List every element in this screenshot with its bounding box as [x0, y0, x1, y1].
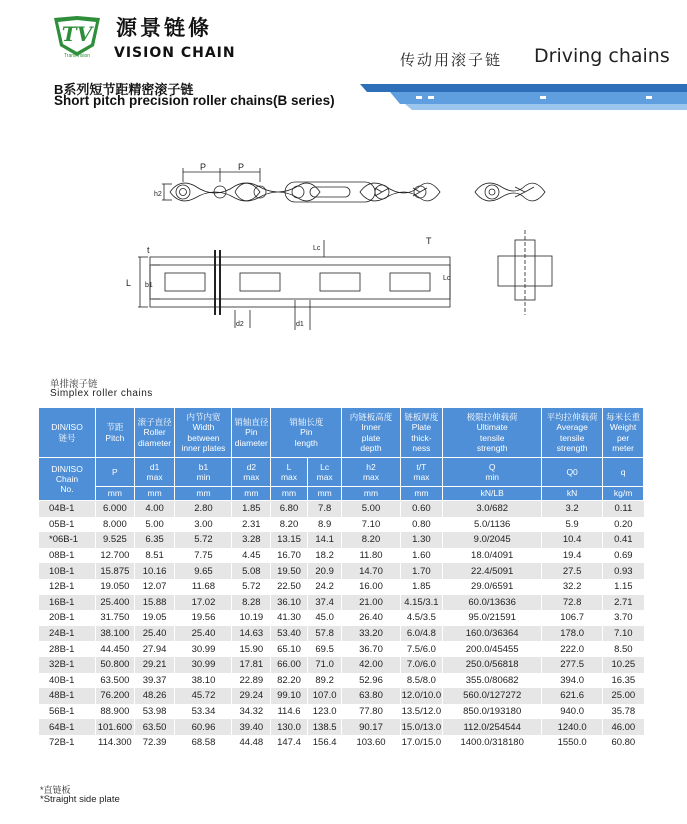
header-3-symbol: d2 max: [232, 458, 271, 487]
table-cell: 22.50: [271, 579, 308, 595]
table-cell: 25.400: [96, 595, 135, 611]
table-cell: 9.65: [175, 563, 232, 579]
table-cell: 76.200: [96, 688, 135, 704]
header-7-symbol: Q min: [443, 458, 542, 487]
table-cell: 29.21: [134, 657, 175, 673]
series-title-cn: B系列短节距精密滚子链: [54, 82, 194, 97]
table-cell: 15.90: [232, 641, 271, 657]
table-cell: 63.50: [134, 719, 175, 735]
table-cell: 560.0/127272: [443, 688, 542, 704]
table-cell: 18.2: [307, 548, 342, 564]
table-cell: 11.80: [342, 548, 400, 564]
table-cell: 5.9: [542, 517, 603, 533]
table-cell: 25.00: [603, 688, 644, 704]
tagline-en: Driving chains: [534, 45, 670, 67]
table-cell: 41.30: [271, 610, 308, 626]
table-cell: 17.02: [175, 595, 232, 611]
table-cell: 160.0/36364: [443, 626, 542, 642]
table-cell: 17.0/15.0: [400, 735, 443, 751]
header-4-symbol: L max: [271, 458, 308, 487]
table-cell: 53.98: [134, 704, 175, 720]
header-4b-unit: mm: [307, 487, 342, 501]
table-row: [39, 657, 644, 673]
table-cell: 0.80: [400, 517, 443, 533]
table-cell: 19.050: [96, 579, 135, 595]
table-cell: 34.32: [232, 704, 271, 720]
table-cell: 82.20: [271, 673, 308, 689]
table-cell: 114.300: [96, 735, 135, 751]
table-cell: 17.81: [232, 657, 271, 673]
table-cell: 95.0/21591: [443, 610, 542, 626]
section-title-en: Simplex roller chains: [50, 388, 153, 399]
table-cell: 27.5: [542, 563, 603, 579]
chain-number-cell: 40B-1: [39, 673, 96, 689]
header-chain-no: DIN/ISO Chain No.: [39, 458, 96, 501]
table-cell: 9.525: [96, 532, 135, 548]
table-row: [39, 517, 644, 533]
table-cell: 57.8: [307, 626, 342, 642]
table-cell: 101.600: [96, 719, 135, 735]
table-cell: 1.85: [232, 501, 271, 517]
label-Lc: Lc: [313, 245, 321, 252]
table-cell: 16.00: [342, 579, 400, 595]
table-cell: 147.4: [271, 735, 308, 751]
header-row-units: [39, 487, 644, 501]
label-d2: d2: [236, 321, 244, 328]
header-2-name: 内节内宽 Width between inner plates: [175, 408, 232, 458]
chain-plan-view: [138, 240, 450, 330]
table-cell: 8.50: [603, 641, 644, 657]
table-cell: 1400.0/318180: [443, 735, 542, 751]
table-cell: 5.00: [134, 517, 175, 533]
logo-letters: TV: [61, 22, 93, 46]
table-cell: 130.0: [271, 719, 308, 735]
table-cell: 7.75: [175, 548, 232, 564]
table-cell: 250.0/56818: [443, 657, 542, 673]
table-cell: 65.10: [271, 641, 308, 657]
table-cell: 31.750: [96, 610, 135, 626]
header-5-unit: mm: [342, 487, 400, 501]
table-cell: 2.31: [232, 517, 271, 533]
table-row: [39, 548, 644, 564]
table-cell: 26.40: [342, 610, 400, 626]
series-title-en: Short pitch precision roller chains(B series): [54, 93, 335, 108]
table-cell: 39.37: [134, 673, 175, 689]
table-cell: 222.0: [542, 641, 603, 657]
table-cell: 7.5/6.0: [400, 641, 443, 657]
table-cell: 45.72: [175, 688, 232, 704]
table-cell: 114.6: [271, 704, 308, 720]
table-cell: 3.00: [175, 517, 232, 533]
table-cell: 3.28: [232, 532, 271, 548]
table-cell: 850.0/193180: [443, 704, 542, 720]
table-cell: 1.15: [603, 579, 644, 595]
table-row: [39, 579, 644, 595]
table-cell: 44.450: [96, 641, 135, 657]
table-cell: 33.20: [342, 626, 400, 642]
chain-number-cell: 12B-1: [39, 579, 96, 595]
table-cell: 15.875: [96, 563, 135, 579]
table-cell: 11.68: [175, 579, 232, 595]
header-2-symbol: b1 min: [175, 458, 232, 487]
table-cell: 10.4: [542, 532, 603, 548]
table-cell: 27.94: [134, 641, 175, 657]
table-cell: 10.19: [232, 610, 271, 626]
header-4-unit: mm: [271, 487, 308, 501]
label-L: L: [126, 278, 132, 288]
header-9-unit: kg/m: [603, 487, 644, 501]
header-6-name: 链板厚度 Plate thick- ness: [400, 408, 443, 458]
table-cell: 68.58: [175, 735, 232, 751]
table-cell: 48.26: [134, 688, 175, 704]
table-cell: 19.50: [271, 563, 308, 579]
header-8-symbol: Q0: [542, 458, 603, 487]
table-cell: 36.10: [271, 595, 308, 611]
table-cell: 50.800: [96, 657, 135, 673]
table-cell: 21.00: [342, 595, 400, 611]
table-cell: 8.20: [271, 517, 308, 533]
table-cell: 99.10: [271, 688, 308, 704]
table-cell: 394.0: [542, 673, 603, 689]
header-6-unit: mm: [400, 487, 443, 501]
header-3-name: 销轴直径 Pin diameter: [232, 408, 271, 458]
table-cell: 60.80: [603, 735, 644, 751]
table-cell: 7.10: [603, 626, 644, 642]
table-cell: 45.0: [307, 610, 342, 626]
logo-subtext: TransVision: [63, 53, 91, 58]
table-cell: 9.0/2045: [443, 532, 542, 548]
table-cell: 19.56: [175, 610, 232, 626]
header-1-symbol: d1 max: [134, 458, 175, 487]
table-cell: 123.0: [307, 704, 342, 720]
table-cell: 14.70: [342, 563, 400, 579]
chain-number-cell: *06B-1: [39, 532, 96, 548]
table-cell: 72.8: [542, 595, 603, 611]
table-cell: 71.0: [307, 657, 342, 673]
table-cell: 15.0/13.0: [400, 719, 443, 735]
header-chain-no-top: DIN/ISO 链号: [39, 408, 96, 458]
table-cell: 106.7: [542, 610, 603, 626]
table-cell: 30.99: [175, 641, 232, 657]
table-cell: 13.15: [271, 532, 308, 548]
header-7-name: 极限拉伸载荷 Ultimate tensile strength: [443, 408, 542, 458]
table-cell: 88.900: [96, 704, 135, 720]
table-row: [39, 610, 644, 626]
table-cell: 35.78: [603, 704, 644, 720]
table-row: [39, 501, 644, 517]
table-cell: 19.4: [542, 548, 603, 564]
table-cell: 20.9: [307, 563, 342, 579]
table-cell: 16.35: [603, 673, 644, 689]
table-cell: 4.00: [134, 501, 175, 517]
chain-dimension-drawing: [120, 160, 560, 340]
chain-number-cell: 24B-1: [39, 626, 96, 642]
table-cell: 4.5/3.5: [400, 610, 443, 626]
table-cell: 8.000: [96, 517, 135, 533]
table-cell: 0.41: [603, 532, 644, 548]
table-cell: 12.700: [96, 548, 135, 564]
header-3-unit: mm: [232, 487, 271, 501]
table-cell: 3.70: [603, 610, 644, 626]
table-cell: 24.2: [307, 579, 342, 595]
table-cell: 44.48: [232, 735, 271, 751]
table-cell: 22.4/5091: [443, 563, 542, 579]
chain-number-cell: 28B-1: [39, 641, 96, 657]
table-cell: 63.80: [342, 688, 400, 704]
header-row-names: [39, 408, 644, 458]
table-cell: 4.45: [232, 548, 271, 564]
table-cell: 940.0: [542, 704, 603, 720]
chain-number-cell: 16B-1: [39, 595, 96, 611]
header-5-name: 内链板高度 Inner plate depth: [342, 408, 400, 458]
table-cell: 103.60: [342, 735, 400, 751]
header-9-name: 每米长重 Weight per meter: [603, 408, 644, 458]
table-row: [39, 735, 644, 751]
brand-name-cn: 源景链條: [116, 16, 212, 40]
table-cell: 13.5/12.0: [400, 704, 443, 720]
table-cell: 90.17: [342, 719, 400, 735]
table-cell: 69.5: [307, 641, 342, 657]
table-cell: 355.0/80682: [443, 673, 542, 689]
table-cell: 53.40: [271, 626, 308, 642]
tagline-cn: 传动用滚子链: [400, 51, 503, 69]
label-d1: d1: [296, 321, 304, 328]
table-cell: 6.80: [271, 501, 308, 517]
chain-side-view: [162, 168, 440, 202]
table-cell: 7.8: [307, 501, 342, 517]
table-cell: 5.72: [232, 579, 271, 595]
table-cell: 112.0/254544: [443, 719, 542, 735]
table-cell: 200.0/45455: [443, 641, 542, 657]
header-8-name: 平均拉伸载荷 Average tensile strength: [542, 408, 603, 458]
table-cell: 42.00: [342, 657, 400, 673]
table-cell: 12.0/10.0: [400, 688, 443, 704]
header-1-name: 滚子直径 Roller diameter: [134, 408, 175, 458]
table-row: [39, 641, 644, 657]
chain-number-cell: 05B-1: [39, 517, 96, 533]
table-cell: 156.4: [307, 735, 342, 751]
table-cell: 63.500: [96, 673, 135, 689]
table-cell: 7.0/6.0: [400, 657, 443, 673]
header-row-symbols: [39, 458, 644, 487]
table-cell: 32.2: [542, 579, 603, 595]
label-b1: b1: [145, 282, 153, 289]
table-cell: 6.0/4.8: [400, 626, 443, 642]
table-cell: 14.63: [232, 626, 271, 642]
table-cell: 0.93: [603, 563, 644, 579]
table-cell: 277.5: [542, 657, 603, 673]
chain-number-cell: 72B-1: [39, 735, 96, 751]
table-cell: 3.2: [542, 501, 603, 517]
table-cell: 37.4: [307, 595, 342, 611]
table-cell: 8.20: [342, 532, 400, 548]
table-cell: 7.10: [342, 517, 400, 533]
table-cell: 38.100: [96, 626, 135, 642]
table-cell: 0.11: [603, 501, 644, 517]
header-0-name: 节距 Pitch: [96, 408, 135, 458]
table-row: [39, 595, 644, 611]
header-2-unit: mm: [175, 487, 232, 501]
label-h2: h2: [154, 191, 162, 198]
table-cell: 1.60: [400, 548, 443, 564]
table-cell: 1.70: [400, 563, 443, 579]
header-0-symbol: P: [96, 458, 135, 487]
table-row: [39, 626, 644, 642]
table-cell: 10.25: [603, 657, 644, 673]
label-t: t: [147, 245, 150, 255]
table-row: [39, 673, 644, 689]
table-cell: 39.40: [232, 719, 271, 735]
chain-number-cell: 10B-1: [39, 563, 96, 579]
header-4b-symbol: Lc max: [307, 458, 342, 487]
table-cell: 8.9: [307, 517, 342, 533]
table-cell: 5.0/1136: [443, 517, 542, 533]
chain-number-cell: 20B-1: [39, 610, 96, 626]
table-cell: 1.30: [400, 532, 443, 548]
table-cell: 15.88: [134, 595, 175, 611]
table-row: [39, 688, 644, 704]
table-cell: 621.6: [542, 688, 603, 704]
table-cell: 138.5: [307, 719, 342, 735]
table-row: [39, 563, 644, 579]
table-cell: 5.72: [175, 532, 232, 548]
table-cell: 25.40: [134, 626, 175, 642]
table-cell: 29.24: [232, 688, 271, 704]
table-cell: 25.40: [175, 626, 232, 642]
section-title-cn: 单排滚子链: [50, 379, 98, 390]
table-cell: 8.5/8.0: [400, 673, 443, 689]
table-row: [39, 704, 644, 720]
brand-name-en: VISION CHAIN: [114, 45, 236, 61]
table-cell: 107.0: [307, 688, 342, 704]
table-cell: 38.10: [175, 673, 232, 689]
table-cell: 72.39: [134, 735, 175, 751]
label-pitch-1: P: [200, 162, 207, 172]
table-cell: 1.85: [400, 579, 443, 595]
chain-end-view: [475, 183, 552, 315]
table-cell: 3.0/682: [443, 501, 542, 517]
table-cell: 30.99: [175, 657, 232, 673]
header-4-name: 销轴长度 Pin length: [271, 408, 342, 458]
table-cell: 5.08: [232, 563, 271, 579]
table-cell: 89.2: [307, 673, 342, 689]
table-cell: 77.80: [342, 704, 400, 720]
chain-number-cell: 48B-1: [39, 688, 96, 704]
table-cell: 1550.0: [542, 735, 603, 751]
table-cell: 29.0/6591: [443, 579, 542, 595]
chain-number-cell: 32B-1: [39, 657, 96, 673]
table-cell: 66.00: [271, 657, 308, 673]
table-cell: 18.0/4091: [443, 548, 542, 564]
header-6-symbol: t/T max: [400, 458, 443, 487]
table-cell: 8.51: [134, 548, 175, 564]
header-1-unit: mm: [134, 487, 175, 501]
table-cell: 2.71: [603, 595, 644, 611]
label-Lc-end: Lc: [443, 275, 451, 282]
table-cell: 60.96: [175, 719, 232, 735]
table-cell: 46.00: [603, 719, 644, 735]
table-cell: 22.89: [232, 673, 271, 689]
chain-number-cell: 56B-1: [39, 704, 96, 720]
chain-number-cell: 64B-1: [39, 719, 96, 735]
table-cell: 0.69: [603, 548, 644, 564]
table-row: [39, 719, 644, 735]
label-pitch-2: P: [238, 162, 245, 172]
footnote-cn: *直链板: [40, 785, 71, 795]
table-cell: 2.80: [175, 501, 232, 517]
chain-number-cell: 08B-1: [39, 548, 96, 564]
roller-chain-spec-table: [38, 407, 644, 751]
table-cell: 0.20: [603, 517, 644, 533]
spec-table-body: [39, 501, 644, 751]
header-0-unit: mm: [96, 487, 135, 501]
label-T: T: [426, 236, 432, 246]
table-cell: 36.70: [342, 641, 400, 657]
table-cell: 8.28: [232, 595, 271, 611]
header-7-unit: kN/LB: [443, 487, 542, 501]
table-row: [39, 532, 644, 548]
table-cell: 60.0/13636: [443, 595, 542, 611]
table-cell: 4.15/3.1: [400, 595, 443, 611]
table-cell: 12.07: [134, 579, 175, 595]
table-cell: 5.00: [342, 501, 400, 517]
table-cell: 6.000: [96, 501, 135, 517]
table-cell: 16.70: [271, 548, 308, 564]
chain-number-cell: 04B-1: [39, 501, 96, 517]
table-cell: 53.34: [175, 704, 232, 720]
table-cell: 10.16: [134, 563, 175, 579]
table-cell: 178.0: [542, 626, 603, 642]
table-cell: 6.35: [134, 532, 175, 548]
header-5-symbol: h2 max: [342, 458, 400, 487]
footnote-en: *Straight side plate: [40, 794, 120, 805]
table-cell: 19.05: [134, 610, 175, 626]
table-cell: 14.1: [307, 532, 342, 548]
header-9-symbol: q: [603, 458, 644, 487]
table-cell: 0.60: [400, 501, 443, 517]
header-8-unit: kN: [542, 487, 603, 501]
table-cell: 1240.0: [542, 719, 603, 735]
table-cell: 52.96: [342, 673, 400, 689]
